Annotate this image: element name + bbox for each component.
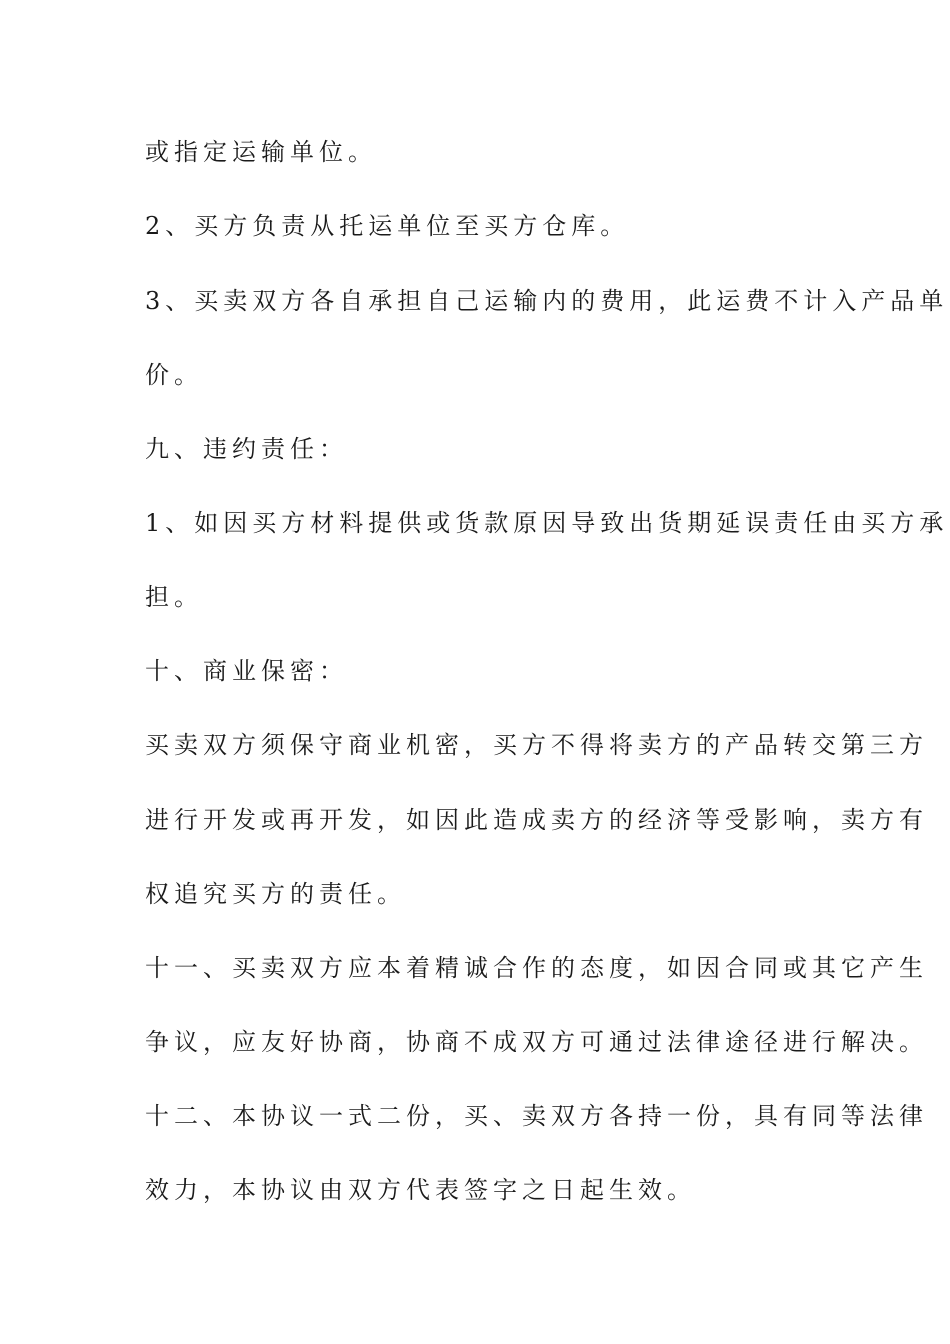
text-line: 十一、买卖双方应本着精诚合作的态度，如因合同或其它产生 (145, 954, 928, 982)
section-heading: 十、商业保密： (145, 657, 348, 685)
text-line: 权追究买方的责任。 (145, 880, 406, 908)
text-line: 或指定运输单位。 (145, 138, 377, 166)
section-heading: 九、违约责任： (145, 435, 348, 463)
text-line: 争议，应友好协商，协商不成双方可通过法律途径进行解决。 (145, 1028, 928, 1056)
text-line: 担。 (145, 583, 203, 611)
text-line: 十二、本协议一式二份，买、卖双方各持一份，具有同等法律 (145, 1102, 928, 1130)
text-line: 3、买卖双方各自承担自己运输内的费用，此运费不计入产品单 (145, 287, 949, 315)
text-line: 效力，本协议由双方代表签字之日起生效。 (145, 1176, 696, 1204)
text-line: 买卖双方须保守商业机密，买方不得将卖方的产品转交第三方 (145, 731, 928, 759)
text-line: 2、买方负责从托运单位至买方仓库。 (145, 212, 630, 240)
text-line: 1、如因买方材料提供或货款原因导致出货期延误责任由买方承 (145, 509, 949, 537)
text-line: 价。 (145, 361, 203, 389)
text-line: 进行开发或再开发，如因此造成卖方的经济等受影响，卖方有 (145, 806, 928, 834)
